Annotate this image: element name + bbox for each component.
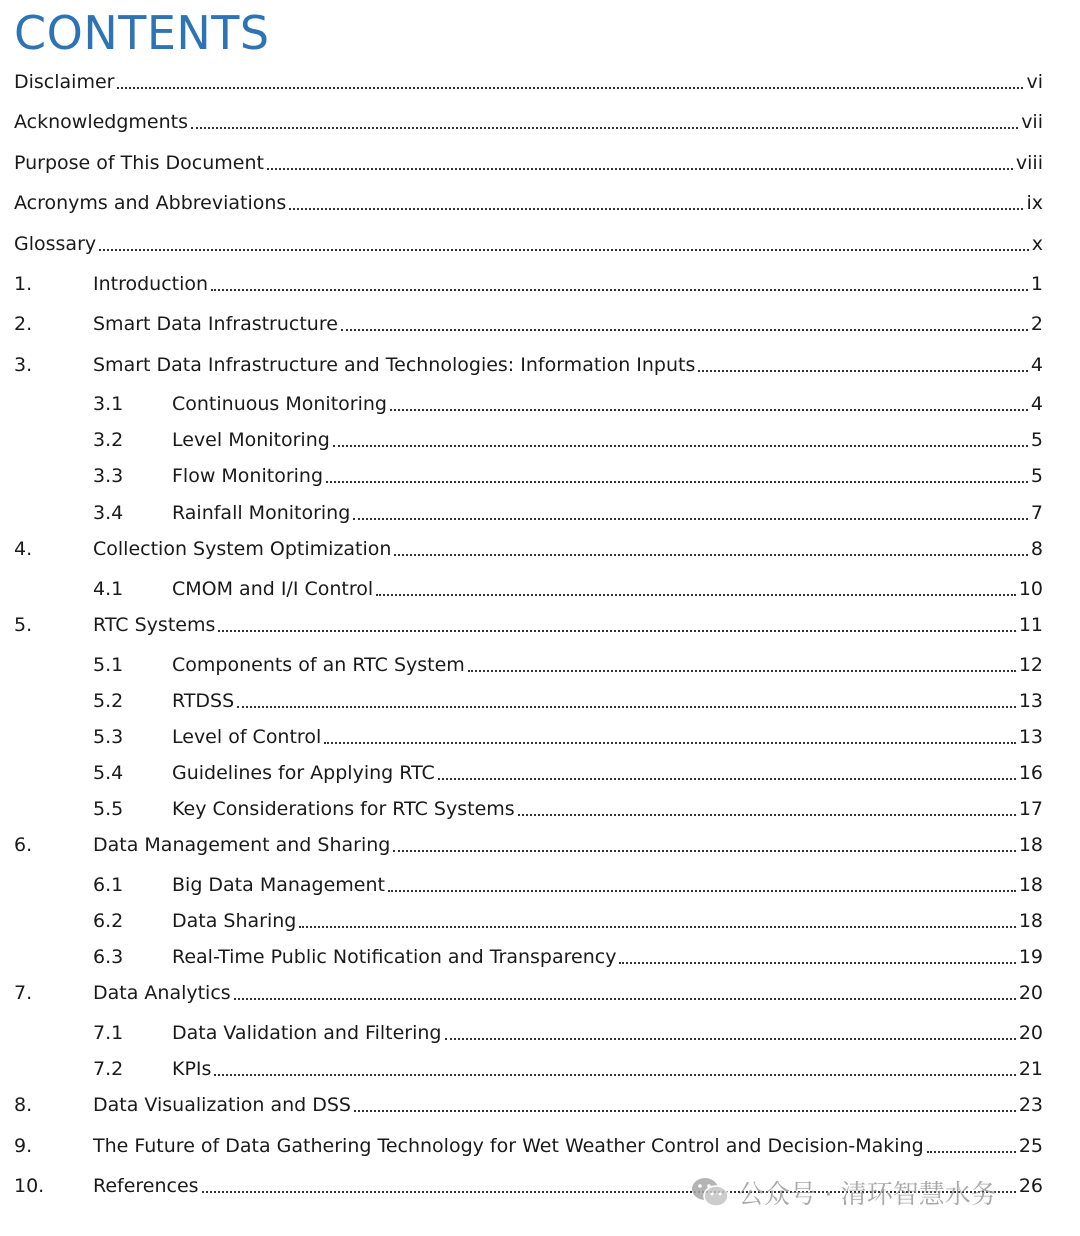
section-number: 4.	[14, 538, 33, 560]
section-number: 9.	[14, 1135, 33, 1157]
entry-label: RTDSS	[172, 690, 235, 712]
entry-label: Introduction	[93, 273, 209, 295]
dot-leader	[326, 481, 1028, 483]
page-number: 10	[1018, 578, 1043, 600]
section-number: 3.2	[93, 429, 124, 451]
section-number: 1.	[14, 273, 33, 295]
subsection-entry[interactable]	[93, 460, 1043, 488]
subsection-entry[interactable]	[93, 1017, 1043, 1045]
section-number: 7.1	[93, 1022, 124, 1044]
section-number: 3.3	[93, 465, 124, 487]
entry-label: Collection System Optimization	[93, 538, 392, 560]
page-number: 8	[1030, 538, 1043, 560]
section-number: 7.2	[93, 1058, 124, 1080]
entry-label: Disclaimer	[14, 71, 115, 93]
front-matter-entry[interactable]	[14, 187, 1043, 215]
entry-label: Level Monitoring	[172, 429, 330, 451]
entry-label: Data Analytics	[93, 982, 231, 1004]
section-entry[interactable]	[14, 829, 1043, 857]
entry-label: Acronyms and Abbreviations	[14, 192, 287, 214]
page-number: 21	[1018, 1058, 1043, 1080]
entry-label: Big Data Management	[172, 874, 385, 896]
section-number: 5.3	[93, 726, 124, 748]
page-number: 12	[1018, 654, 1043, 676]
entry-label: Acknowledgments	[14, 111, 188, 133]
dot-leader	[324, 742, 1016, 744]
dot-leader	[390, 409, 1028, 411]
page-number: 11	[1018, 614, 1043, 636]
page-number: 18	[1018, 910, 1043, 932]
page-number: 13	[1018, 690, 1043, 712]
watermark	[690, 1174, 997, 1210]
page-number: 13	[1018, 726, 1043, 748]
page-number: vii	[1021, 111, 1043, 133]
entry-label: Flow Monitoring	[172, 465, 324, 487]
dot-leader	[218, 630, 1015, 632]
dot-leader	[117, 87, 1023, 89]
section-number: 3.1	[93, 393, 124, 415]
dot-leader	[927, 1151, 1016, 1153]
subsection-entry[interactable]	[93, 941, 1043, 969]
section-entry[interactable]	[14, 308, 1043, 336]
entry-label: Continuous Monitoring	[172, 393, 387, 415]
entry-label: Smart Data Infrastructure	[93, 313, 338, 335]
page-number: 16	[1018, 762, 1043, 784]
section-entry[interactable]	[14, 268, 1043, 296]
subsection-entry[interactable]	[93, 497, 1043, 525]
front-matter-entry[interactable]	[14, 147, 1043, 175]
dot-leader	[388, 890, 1016, 892]
section-number: 5.	[14, 614, 33, 636]
section-number: 5.5	[93, 798, 124, 820]
page-number: viii	[1015, 152, 1043, 174]
page-number: 17	[1018, 798, 1043, 820]
page-number: x	[1031, 233, 1043, 255]
page-number: 7	[1030, 502, 1043, 524]
entry-label: Data Management and Sharing	[93, 834, 391, 856]
dot-leader	[333, 445, 1028, 447]
entry-label: Smart Data Infrastructure and Technologies: Information Inputs	[93, 354, 696, 376]
entry-label: Glossary	[14, 233, 97, 255]
page-number: 5	[1030, 429, 1043, 451]
dot-leader	[376, 594, 1016, 596]
section-number: 2.	[14, 313, 33, 335]
dot-leader	[299, 926, 1015, 928]
section-number: 6.2	[93, 910, 124, 932]
page-number: vi	[1026, 71, 1043, 93]
section-number: 4.1	[93, 578, 124, 600]
subsection-entry[interactable]	[93, 573, 1043, 601]
dot-leader	[191, 127, 1018, 129]
section-entry[interactable]	[14, 1130, 1043, 1158]
entry-label: Data Sharing	[172, 910, 297, 932]
dot-leader	[99, 249, 1029, 251]
entry-label: Level of Control	[172, 726, 322, 748]
page-number: 4	[1030, 354, 1043, 376]
dot-leader	[353, 518, 1028, 520]
entry-label: Key Considerations for RTC Systems	[172, 798, 515, 820]
dot-leader	[211, 289, 1028, 291]
page-number: 5	[1030, 465, 1043, 487]
section-number: 6.1	[93, 874, 124, 896]
section-entry[interactable]	[14, 609, 1043, 637]
page-number: 20	[1018, 1022, 1043, 1044]
entry-label: Guidelines for Applying RTC	[172, 762, 435, 784]
section-number: 3.4	[93, 502, 124, 524]
front-matter-entry[interactable]	[14, 106, 1043, 134]
page-number: 18	[1018, 834, 1043, 856]
subsection-entry[interactable]	[93, 649, 1043, 677]
dot-leader	[394, 554, 1027, 556]
subsection-entry[interactable]	[93, 793, 1043, 821]
page-number: ix	[1026, 192, 1043, 214]
front-matter-entry[interactable]	[14, 228, 1043, 256]
page-number: 20	[1018, 982, 1043, 1004]
entry-label: RTC Systems	[93, 614, 216, 636]
section-number: 8.	[14, 1094, 33, 1116]
dot-leader	[518, 814, 1016, 816]
section-number: 7.	[14, 982, 33, 1004]
section-number: 3.	[14, 354, 33, 376]
subsection-entry[interactable]	[93, 905, 1043, 933]
section-number: 5.4	[93, 762, 124, 784]
subsection-entry[interactable]	[93, 388, 1043, 416]
section-entry[interactable]	[14, 533, 1043, 561]
entry-label: Purpose of This Document	[14, 152, 264, 174]
page-number: 26	[1018, 1175, 1043, 1197]
dot-leader	[267, 168, 1013, 170]
dot-leader	[237, 706, 1016, 708]
dot-leader	[289, 208, 1023, 210]
section-number: 6.	[14, 834, 33, 856]
entry-label: Data Visualization and DSS	[93, 1094, 351, 1116]
entry-label: Real-Time Public Notification and Transparency	[172, 946, 617, 968]
page-number: 25	[1018, 1135, 1043, 1157]
page-number: 1	[1030, 273, 1043, 295]
entry-label: Components of an RTC System	[172, 654, 465, 676]
dot-leader	[468, 670, 1016, 672]
section-entry[interactable]	[14, 1089, 1043, 1117]
subsection-entry[interactable]	[93, 685, 1043, 713]
front-matter-entry[interactable]	[14, 66, 1043, 94]
section-number: 5.1	[93, 654, 124, 676]
subsection-entry[interactable]	[93, 424, 1043, 452]
dot-leader	[214, 1074, 1015, 1076]
page-number: 23	[1018, 1094, 1043, 1116]
page-number: 19	[1018, 946, 1043, 968]
page-number: 2	[1030, 313, 1043, 335]
page-number: 4	[1030, 393, 1043, 415]
dot-leader	[619, 962, 1015, 964]
subsection-entry[interactable]	[93, 721, 1043, 749]
entry-label: The Future of Data Gathering Technology for Wet Weather Control and Decision-Making	[93, 1135, 924, 1157]
dot-leader	[393, 850, 1015, 852]
dot-leader	[234, 998, 1016, 1000]
dot-leader	[354, 1110, 1016, 1112]
entry-label: References	[93, 1175, 199, 1197]
section-entry[interactable]	[14, 977, 1043, 1005]
entry-label: Rainfall Monitoring	[172, 502, 351, 524]
subsection-entry[interactable]	[93, 869, 1043, 897]
dot-leader	[341, 329, 1028, 331]
section-number: 10.	[14, 1175, 45, 1197]
entry-label: Data Validation and Filtering	[172, 1022, 442, 1044]
dot-leader	[445, 1038, 1016, 1040]
wechat-icon	[690, 1175, 730, 1209]
dot-leader	[698, 370, 1028, 372]
section-number: 5.2	[93, 690, 124, 712]
watermark-text: 公众号 · 清环智慧水务	[738, 1179, 997, 1210]
section-entry[interactable]	[14, 349, 1043, 377]
dot-leader	[438, 778, 1016, 780]
section-number: 6.3	[93, 946, 124, 968]
subsection-entry[interactable]	[93, 1053, 1043, 1081]
subsection-entry[interactable]	[93, 757, 1043, 785]
page-title: CONTENTS	[14, 6, 270, 60]
page-number: 18	[1018, 874, 1043, 896]
entry-label: KPIs	[172, 1058, 212, 1080]
entry-label: CMOM and I/I Control	[172, 578, 374, 600]
